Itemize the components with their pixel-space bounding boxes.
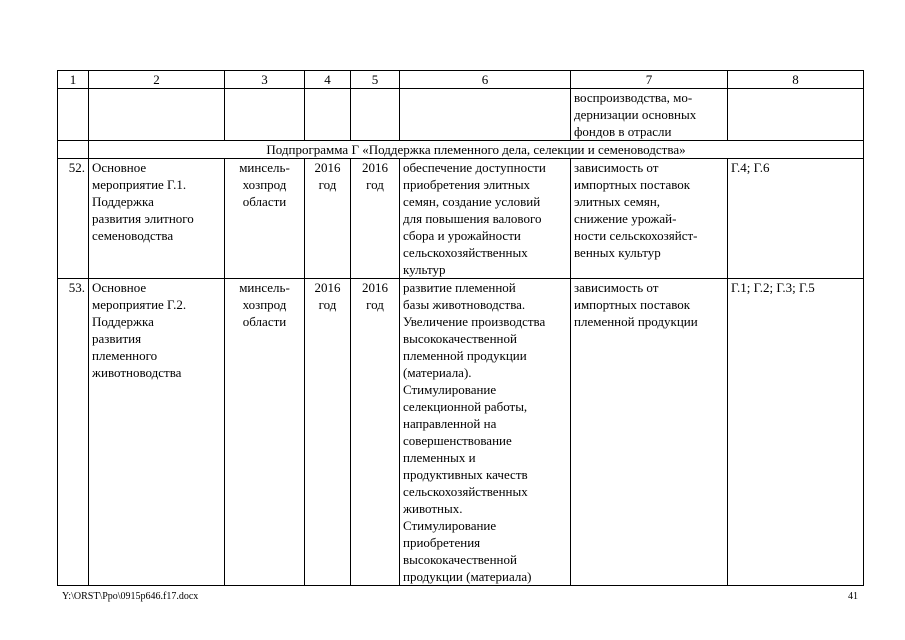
subprogram-title: Подпрограмма Г «Поддержка племенного дела, селекции и семеноводства» <box>89 141 864 159</box>
table-cell <box>58 141 89 159</box>
table-cell <box>351 89 400 141</box>
table-row <box>58 279 864 586</box>
table-cell <box>728 89 864 141</box>
end-year-cell: 2016 год <box>351 159 400 279</box>
executor-cell: минсель- хозпрод области <box>225 279 305 586</box>
start-year-cell: 2016 год <box>305 279 351 586</box>
measure-name: Основное мероприятие Г.2. Поддержка развития племенного животноводства <box>89 279 225 586</box>
column-header: 1 <box>58 71 89 89</box>
table-cell <box>58 89 89 141</box>
subprogram-row <box>58 141 864 159</box>
start-year-cell: 2016 год <box>305 159 351 279</box>
document-table <box>57 70 864 586</box>
file-path-footer: Y:\ORST\Ppo\0915p646.f17.docx <box>62 591 199 602</box>
table-cell <box>89 89 225 141</box>
table-cell <box>400 89 571 141</box>
column-header: 8 <box>728 71 864 89</box>
table-cell <box>225 89 305 141</box>
result-cell: развитие племенной базы животноводства. Увеличение производства высококачественной племенной продукции (материала). Стимулирование селекционной работы, направленной на совершенствование племенных и продуктивных качеств сельскохозяйственных животных. Стимулирование приобретения высококачественной продукции (материала) <box>400 279 571 586</box>
risks-cell: зависимость от импортных поставок племенной продукции <box>571 279 728 586</box>
indicators-cell: Г.1; Г.2; Г.3; Г.5 <box>728 279 864 586</box>
table-cell <box>305 89 351 141</box>
risks-cell: зависимость от импортных поставок элитных семян, снижение урожай- ности сельскохозяйст- венных культур <box>571 159 728 279</box>
column-header: 2 <box>89 71 225 89</box>
executor-cell: минсель- хозпрод области <box>225 159 305 279</box>
column-header: 5 <box>351 71 400 89</box>
table-header-row <box>58 71 864 89</box>
row-number: 52. <box>58 159 89 279</box>
row-number: 53. <box>58 279 89 586</box>
column-header: 4 <box>305 71 351 89</box>
result-cell: обеспечение доступности приобретения элитных семян, создание условий для повышения валового сбора и урожайности сельскохозяйственных культур <box>400 159 571 279</box>
page-number: 41 <box>848 591 858 602</box>
continuation-row <box>58 89 864 141</box>
column-header: 6 <box>400 71 571 89</box>
column-header: 7 <box>571 71 728 89</box>
end-year-cell: 2016 год <box>351 279 400 586</box>
indicators-cell: Г.4; Г.6 <box>728 159 864 279</box>
table-row <box>58 159 864 279</box>
risks-cell: воспроизводства, мо- дернизации основных фондов в отрасли <box>571 89 728 141</box>
column-header: 3 <box>225 71 305 89</box>
measure-name: Основное мероприятие Г.1. Поддержка развития элитного семеноводства <box>89 159 225 279</box>
